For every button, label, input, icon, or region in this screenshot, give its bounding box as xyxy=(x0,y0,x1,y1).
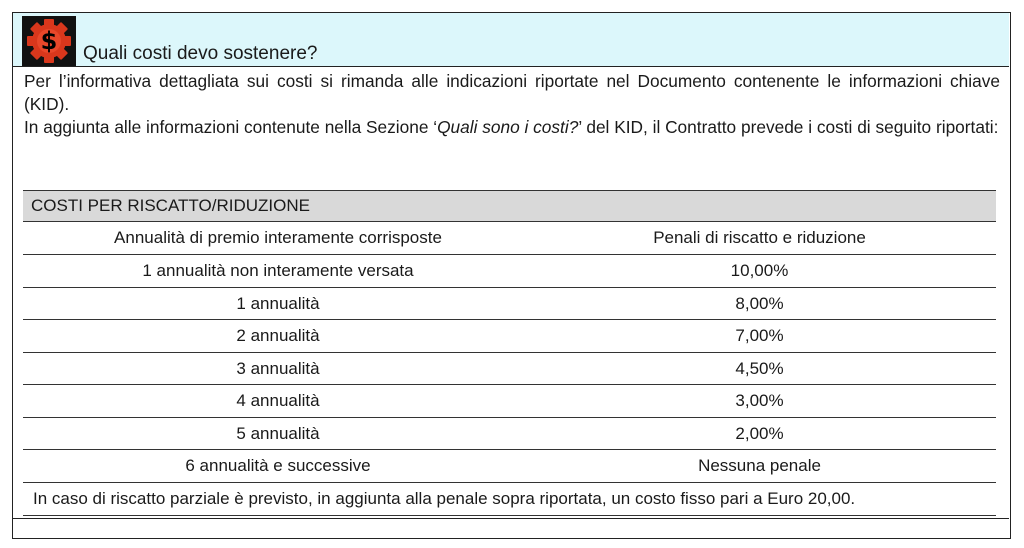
table-title: COSTI PER RISCATTO/RIDUZIONE xyxy=(23,190,996,222)
table-cell: 4,50% xyxy=(735,358,784,378)
table-cell: 1 annualità non interamente versata xyxy=(142,261,414,280)
intro-paragraph-1: Per l’informativa dettagliata sui costi si rimanda alle indicazioni riportate nel Documento contenente le informazioni chiave (KID). xyxy=(24,71,1000,114)
intro-paragraph-2: In aggiunta alle informazioni contenute nella Sezione ‘Quali sono i costi?’ del KID, il Contratto prevede i costi di seguito riportati: xyxy=(24,117,999,137)
bottom-empty-band xyxy=(13,518,1009,538)
section-title: Quali costi devo sostenere? xyxy=(83,43,318,64)
table-row xyxy=(23,255,996,288)
table-footnote: In caso di riscatto parziale è previsto, in aggiunta alla penale sopra riportata, un costo fisso pari a Euro 20,00. xyxy=(23,483,996,516)
table-cell: 2 annualità xyxy=(236,326,320,345)
table-cell: 2,00% xyxy=(735,423,784,443)
table-row xyxy=(23,288,996,321)
table-cell: 5 annualità xyxy=(236,423,320,443)
surrender-costs-table xyxy=(23,190,996,516)
table-row xyxy=(23,418,996,451)
table-row xyxy=(23,353,996,386)
table-cell: 1 annualità xyxy=(236,293,320,313)
table-cell: 3 annualità xyxy=(236,358,320,378)
svg-text:$: $ xyxy=(40,27,58,55)
table-cell: 6 annualità e successive xyxy=(185,456,371,475)
table-row xyxy=(23,450,996,483)
table-row xyxy=(23,385,996,418)
kid-section-ref: Quali sono i costi? xyxy=(437,117,579,137)
table-cell: 4 annualità xyxy=(236,391,320,410)
table-cell: 7,00% xyxy=(735,326,784,345)
table-header-row xyxy=(23,222,996,255)
gear-dollar-icon xyxy=(22,16,76,66)
table-cell: 8,00% xyxy=(735,293,784,313)
section-header xyxy=(13,13,1009,67)
column-header: Annualità di premio interamente corrisposte xyxy=(114,228,442,247)
table-row xyxy=(23,320,996,353)
table-cell: 10,00% xyxy=(730,261,789,280)
cost-section-frame xyxy=(12,12,1011,539)
column-header: Penali di riscatto e riduzione xyxy=(653,228,866,247)
table-cell: Nessuna penale xyxy=(698,456,821,475)
table-cell: 3,00% xyxy=(735,391,784,410)
intro-text xyxy=(24,70,1000,139)
